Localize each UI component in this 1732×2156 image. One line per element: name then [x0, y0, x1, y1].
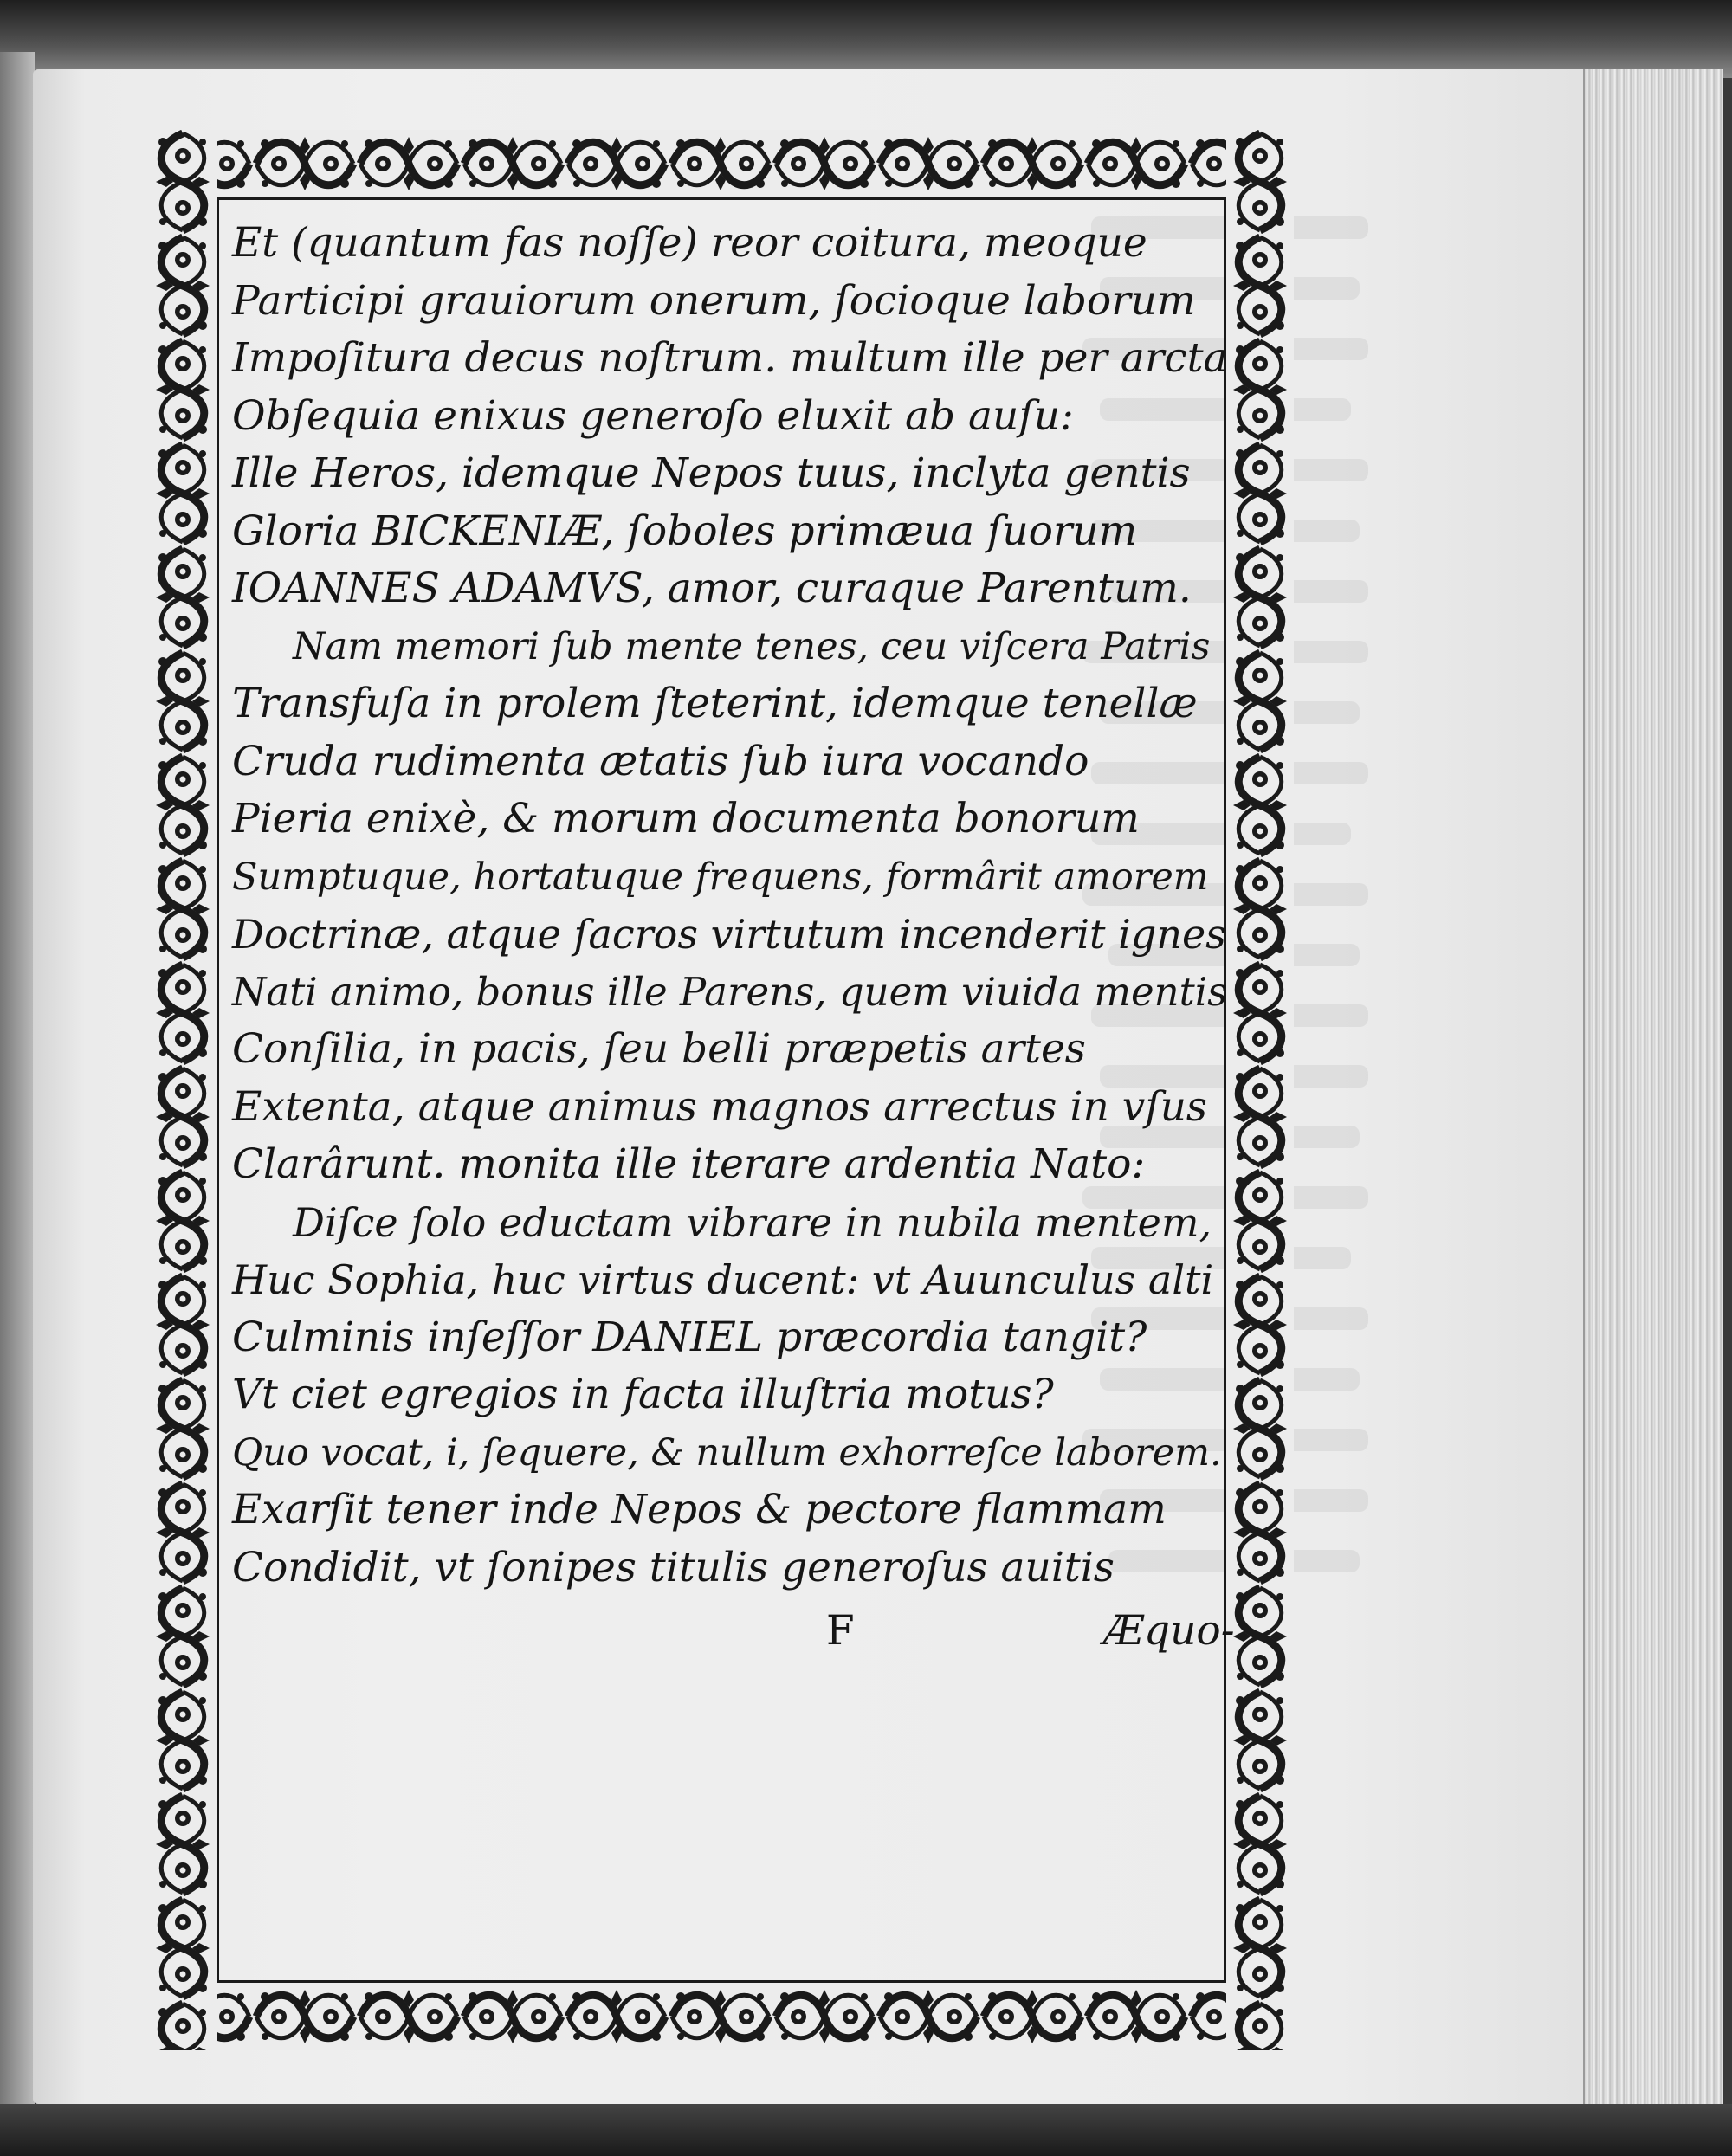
verse-line: Cruda rudimenta ætatis ſub iura vocando — [232, 737, 1089, 785]
page-footer — [232, 1597, 1235, 1666]
verse-line: Condidit, vt ſonipes titulis generoſus auitis — [232, 1543, 1115, 1591]
verse-line: Et (quantum fas noſſe) reor coitura, meoque — [232, 219, 1147, 267]
verse-line: Culminis inſeſſor DANIEL præcordia tangit? — [232, 1313, 1147, 1361]
verse-line: Conſilia, in pacis, ſeu belli præpetis artes — [232, 1025, 1086, 1073]
verse-line: Clarârunt. monita ille iterare ardentia Nato: — [232, 1140, 1146, 1188]
ornament-band-bottom — [149, 1983, 1294, 2050]
verse-line: Exarſit tener inde Nepos & pectore flammam — [232, 1486, 1167, 1533]
verse-line: Transfuſa in prolem ſteterint, idemque tenellæ — [232, 680, 1198, 727]
verse-line: Sumptuque, hortatuque frequens, formârit amorem — [232, 855, 1209, 899]
page-fore-edge — [1583, 69, 1723, 2104]
book-bottom-shadow — [0, 2104, 1732, 2156]
verse-line: Obſequia enixus generoſo eluxit ab auſu: — [232, 391, 1074, 440]
verse-line: Quo vocat, i, ſequere, & nullum exhorreſce laborem. — [232, 1430, 1222, 1475]
verse-line: Diſce ſolo eductam vibrare in nubila mentem, — [293, 1198, 1212, 1246]
verse-line: Doctrinæ, atque ſacros virtutum incenderit ignes — [232, 911, 1226, 958]
ornament-band-top — [149, 130, 1294, 197]
verse-line: Nati animo, bonus ille Parens, quem viuida mentis — [232, 968, 1228, 1015]
verse-line: Huc Sophia, huc virtus ducent: vt Auunculus alti — [232, 1256, 1214, 1303]
catchword: Æquo- — [1103, 1607, 1235, 1655]
verse-line: Pieria enixè, & morum documenta bonorum — [232, 795, 1140, 842]
verse-line: Vt ciet egregios in facta illuſtria motus? — [232, 1371, 1054, 1418]
signature-mark: F — [826, 1607, 855, 1655]
verse-line: Impoſitura decus noſtrum. multum ille per arcta — [232, 334, 1228, 382]
frame-rule-left — [216, 197, 219, 1983]
ornament-band-right — [1226, 130, 1294, 2050]
frame-rule-top — [216, 197, 1226, 200]
verse-line: Extenta, atque animus magnos arrectus in vſus — [232, 1082, 1208, 1131]
book-binding-top — [0, 0, 1732, 78]
verse-line: IOANNES ADAMVS, amor, curaque Parentum. — [232, 565, 1192, 612]
verse-line: Participi grauiorum onerum, ſocioque laborum — [232, 276, 1196, 325]
page-gutter — [0, 52, 35, 2121]
poem-text-block — [232, 215, 1235, 1666]
verse-line: Nam memori ſub mente tenes, ceu viſcera Patris — [293, 624, 1211, 668]
frame-rule-bottom — [216, 1980, 1226, 1983]
verse-line: Gloria BICKENIÆ, ſoboles primæua ſuorum — [232, 507, 1138, 555]
ornament-band-left — [149, 130, 216, 2050]
verse-line: Ille Heros, idemque Nepos tuus, inclyta gentis — [232, 449, 1191, 497]
